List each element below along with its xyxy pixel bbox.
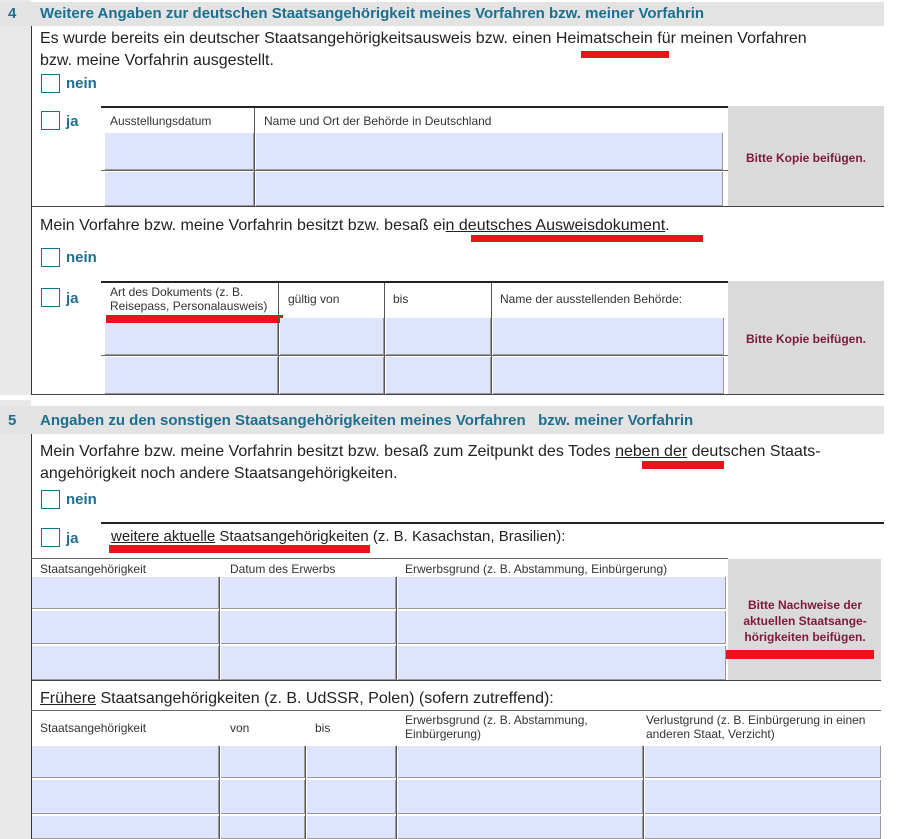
s5-former-acq-field-3[interactable] (398, 816, 643, 839)
s4-q2-col-to: bis (393, 292, 409, 306)
s4-q2-no-checkbox[interactable] (41, 248, 60, 267)
section4-q2-text: Mein Vorfahre bzw. meine Vorfahrin besitzt bzw. besaß ein deutsches Ausweisdokument. (40, 217, 670, 234)
section4-q1-text: Es wurde bereits ein deutscher Staatsangehörigkeitsausweis bzw. einen Heimatschein für meinen Vorfahren bzw. meine Vorfahrin ausgestellt. (40, 30, 807, 69)
s4-q1-table-top (101, 106, 728, 108)
s4-q2-table-top (101, 281, 728, 283)
section5-title: Angaben zu den sonstigen Staatsangehörigkeiten meines Vorfahren bzw. meiner Vorfahrin (40, 412, 694, 429)
s5-former-div-4 (643, 746, 644, 839)
s4-q1-col-divider (254, 108, 255, 206)
section4-bottom-line (31, 394, 884, 395)
section5-gutter (0, 400, 31, 839)
s5-former-acq-field-1[interactable] (398, 746, 643, 778)
s4-q1-col-authority: Name und Ort der Behörde in Deutschland (264, 114, 492, 128)
s5-former-loss-field-3[interactable] (645, 816, 881, 839)
s5-former-from-field-3[interactable] (221, 816, 305, 839)
s5-q1-yes-label: ja (66, 530, 79, 547)
section4-border-left (31, 26, 32, 395)
highlight-nachweise (726, 650, 874, 659)
s4-q2-doctype-field-2[interactable] (105, 357, 278, 394)
s5-q1-no-label: nein (66, 491, 97, 508)
s4-q2-yes-label: ja (66, 290, 79, 307)
s5-q1-no-checkbox[interactable] (41, 490, 60, 509)
s4-q2-issuer-field-2[interactable] (493, 357, 724, 394)
s4-q2-from-field-1[interactable] (280, 318, 384, 355)
s4-q2-col-issuer: Name der ausstellenden Behörde: (500, 292, 683, 306)
s4-q2-div-2 (384, 283, 385, 394)
s4-q2-col-doctype: Art des Dokuments (z. B. Reisepass, Personalausweis) (110, 285, 268, 313)
highlight-heimatschein (581, 51, 669, 58)
s5-former-col-to: bis (315, 721, 331, 735)
s4-q1-bottom-line (31, 206, 884, 207)
s4-q2-doctype-field-1[interactable] (105, 323, 278, 355)
s4-q1-authority-field-1[interactable] (256, 133, 723, 170)
s4-q1-yes-checkbox[interactable] (41, 111, 60, 130)
section5-q1-text: Mein Vorfahre bzw. meine Vorfahrin besitzt bzw. besaß zum Zeitpunkt des Todes neben der deutschen Staats- angehörigkeit noch andere Staatsangehörigkeiten. (40, 443, 821, 482)
s5-former-to-field-1[interactable] (307, 746, 396, 778)
s4-q1-col-date: Ausstellungsdatum (110, 114, 212, 128)
s4-q1-date-field-1[interactable] (105, 133, 254, 170)
highlight-ausweisdokument (471, 235, 703, 242)
s5-current-div-1 (219, 577, 220, 680)
s5-former-col-from: von (230, 721, 250, 735)
s4-q2-to-field-2[interactable] (386, 357, 491, 394)
highlight-weitere-aktuelle (109, 545, 370, 553)
s5-former-from-field-2[interactable] (221, 780, 305, 814)
s5-current-citizenship-field-3[interactable] (32, 646, 219, 680)
s5-current-citizenship-field-1[interactable] (32, 577, 219, 609)
s5-former-acq-field-2[interactable] (398, 780, 643, 814)
s4-q2-note: Bitte Kopie beifügen. (746, 332, 866, 346)
s5-current-citizenship-field-2[interactable] (32, 611, 219, 644)
s5-current-reason-field-3[interactable] (398, 646, 726, 680)
highlight-neben-der (642, 461, 724, 469)
s4-q2-col-valid-from: gültig von (288, 292, 340, 306)
s5-current-date-field-1[interactable] (221, 577, 396, 609)
s4-q2-row-divider (101, 355, 728, 356)
s5-former-citizenship-field-1[interactable] (32, 746, 219, 778)
s4-q2-no-label: nein (66, 249, 97, 266)
s5-former-div-2 (305, 746, 306, 839)
s4-q2-from-field-2[interactable] (280, 357, 384, 394)
section4-title: Weitere Angaben zur deutschen Staatsangehörigkeit meines Vorfahren bzw. meiner Vorfahrin (40, 5, 705, 22)
s4-q1-row-divider (101, 170, 728, 171)
s5-former-citizenship-field-2[interactable] (32, 780, 219, 814)
s5-former-loss-field-1[interactable] (645, 746, 881, 778)
s4-q2-div-3 (491, 283, 492, 394)
s5-current-date-field-3[interactable] (221, 646, 396, 680)
s5-former-div-3 (396, 746, 397, 839)
section4-gutter (0, 0, 31, 395)
s5-former-to-field-2[interactable] (307, 780, 396, 814)
s4-q2-to-field-1[interactable] (386, 318, 491, 355)
section4-number: 4 (8, 5, 17, 22)
s5-current-reason-field-2[interactable] (398, 611, 726, 644)
s5-current-col-citizenship: Staatsangehörigkeit (40, 562, 147, 576)
s5-current-note: Bitte Nachweise der aktuellen Staatsange-hörigkeiten beifügen. (743, 598, 867, 644)
s5-former-to-field-3[interactable] (307, 816, 396, 839)
s5-current-reason-field-1[interactable] (398, 577, 726, 609)
s5-former-table-top (31, 710, 881, 711)
s5-current-top-line (101, 522, 884, 524)
section5-number: 5 (8, 412, 17, 429)
s5-current-table-top (31, 558, 728, 559)
s4-q1-yes-label: ja (66, 113, 79, 130)
s4-q2-yes-checkbox[interactable] (41, 288, 60, 307)
s5-former-heading: Frühere Staatsangehörigkeiten (z. B. UdSSR, Polen) (sofern zutreffend): (40, 690, 554, 707)
s4-q1-authority-field-2[interactable] (256, 172, 723, 206)
s5-former-col-loss-reason: Verlustgrund (z. B. Einbürgerung in einen anderen Staat, Verzicht) (646, 713, 866, 741)
s4-q2-div-1 (278, 283, 279, 394)
highlight-doc-type (106, 315, 283, 323)
s4-q1-no-label: nein (66, 75, 97, 92)
s5-q1-yes-checkbox[interactable] (41, 528, 60, 547)
s4-q1-no-checkbox[interactable] (41, 74, 60, 93)
s4-q1-date-field-2[interactable] (105, 172, 254, 206)
s5-current-col-reason: Erwerbsgrund (z. B. Abstammung, Einbürgerung) (405, 562, 668, 576)
s4-q1-note: Bitte Kopie beifügen. (746, 151, 866, 165)
s5-former-col-acq-reason: Erwerbsgrund (z. B. Abstammung, Einbürgerung) (405, 713, 588, 741)
s5-current-col-date: Datum des Erwerbs (230, 562, 336, 576)
s5-former-loss-field-2[interactable] (645, 780, 881, 814)
s5-current-bottom-line (31, 680, 881, 681)
s4-q2-issuer-field-1[interactable] (493, 318, 724, 355)
s5-former-div-1 (219, 746, 220, 839)
s5-former-col-citizenship: Staatsangehörigkeit (40, 721, 147, 735)
s5-current-heading: weitere aktuelle Staatsangehörigkeiten (z. B. Kasachstan, Brasilien): (111, 528, 566, 545)
s5-former-citizenship-field-3[interactable] (32, 816, 219, 839)
s5-current-date-field-2[interactable] (221, 611, 396, 644)
s5-current-div-2 (396, 577, 397, 680)
s5-former-from-field-1[interactable] (221, 746, 305, 778)
